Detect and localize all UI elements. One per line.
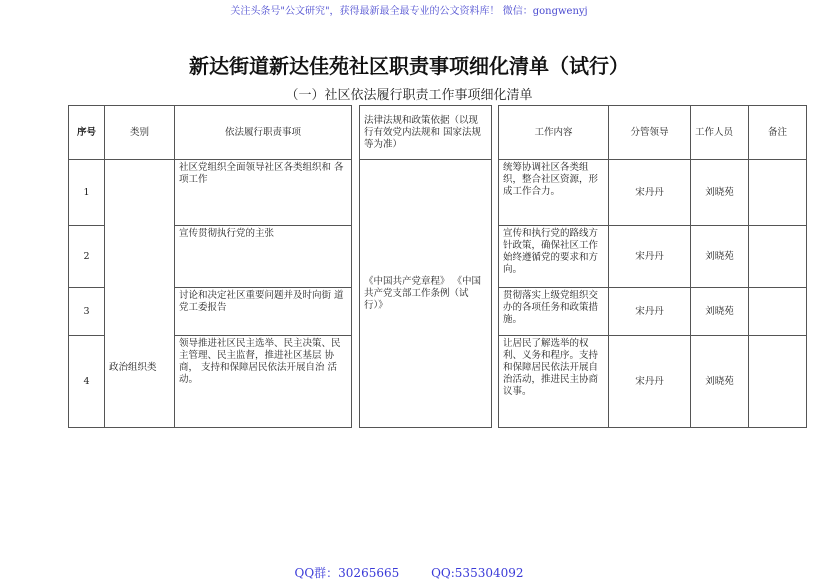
row-staff: 刘晓苑 bbox=[691, 160, 749, 226]
row-note bbox=[749, 288, 807, 336]
header-note: 备注 bbox=[749, 106, 807, 160]
table-gap bbox=[492, 106, 499, 160]
header-leader: 分管领导 bbox=[609, 106, 691, 160]
footer-qq-group: QQ群：30265665 bbox=[294, 566, 400, 580]
row-leader: 宋丹丹 bbox=[609, 226, 691, 288]
header-promo-note: 关注头条号"公文研究"，获得最新最全最专业的公文资料库！ 微信：gongwenyj bbox=[230, 6, 588, 17]
row-note bbox=[749, 226, 807, 288]
header-duty: 依法履行职责事项 bbox=[175, 106, 352, 160]
footer-qq: QQ:535304092 bbox=[431, 566, 524, 580]
header-seq: 序号 bbox=[69, 106, 105, 160]
header-basis: 法律法规和政策依据（以现行有效党内法规和 国家法规等为准） bbox=[360, 106, 492, 160]
row-content: 统筹协调社区各类组织，整合社区资源，形 成工作合力。 bbox=[499, 160, 609, 226]
row-note bbox=[749, 160, 807, 226]
table-gap bbox=[352, 160, 360, 428]
row-leader: 宋丹丹 bbox=[609, 336, 691, 428]
row-content: 宣传和执行党的路线方 针政策，确保社区工作 始终遵循党的要求和方 向。 bbox=[499, 226, 609, 288]
row-staff: 刘晓苑 bbox=[691, 226, 749, 288]
basis-cell: 《中国共产党章程》 《中国共产党支部工作条例（试行）》 bbox=[360, 160, 492, 428]
footer-contact bbox=[0, 564, 818, 581]
header-staff: 工作人员 bbox=[691, 106, 749, 160]
row-duty: 讨论和决定社区重要问题并及时向街 道党工委报告 bbox=[175, 288, 352, 336]
row-staff: 刘晓苑 bbox=[691, 288, 749, 336]
table-gap bbox=[352, 106, 360, 160]
row-leader: 宋丹丹 bbox=[609, 288, 691, 336]
row-seq: 3 bbox=[69, 288, 105, 336]
header-content: 工作内容 bbox=[499, 106, 609, 160]
table-row bbox=[69, 160, 807, 226]
category-cell: 政治组织类 bbox=[105, 160, 175, 428]
row-duty: 社区党组织全面领导社区各类组织和 各项工作 bbox=[175, 160, 352, 226]
row-seq: 2 bbox=[69, 226, 105, 288]
table-gap bbox=[492, 160, 499, 428]
row-duty: 领导推进社区民主选举、民主决策、民 主管理、民主监督，推进社区基层 协商， 支持和保障居民依法开展自治 活动。 bbox=[175, 336, 352, 428]
header-category: 类别 bbox=[105, 106, 175, 160]
row-seq: 4 bbox=[69, 336, 105, 428]
row-content: 让居民了解选举的权利、义务和程序。支持 和保障居民依法开展自 治活动，推进民主协商 议事。 bbox=[499, 336, 609, 428]
row-seq: 1 bbox=[69, 160, 105, 226]
table-header-row bbox=[69, 106, 807, 160]
row-leader: 宋丹丹 bbox=[609, 160, 691, 226]
row-content: 贯彻落实上级党组织交 办的各项任务和政策措 施。 bbox=[499, 288, 609, 336]
row-staff: 刘晓苑 bbox=[691, 336, 749, 428]
row-note bbox=[749, 336, 807, 428]
page-title: 新达街道新达佳苑社区职责事项细化清单（试行） bbox=[189, 54, 629, 78]
duty-table bbox=[68, 105, 807, 428]
row-duty: 宣传贯彻执行党的主张 bbox=[175, 226, 352, 288]
page-subtitle: （一）社区依法履行职责工作事项细化清单 bbox=[285, 88, 533, 103]
